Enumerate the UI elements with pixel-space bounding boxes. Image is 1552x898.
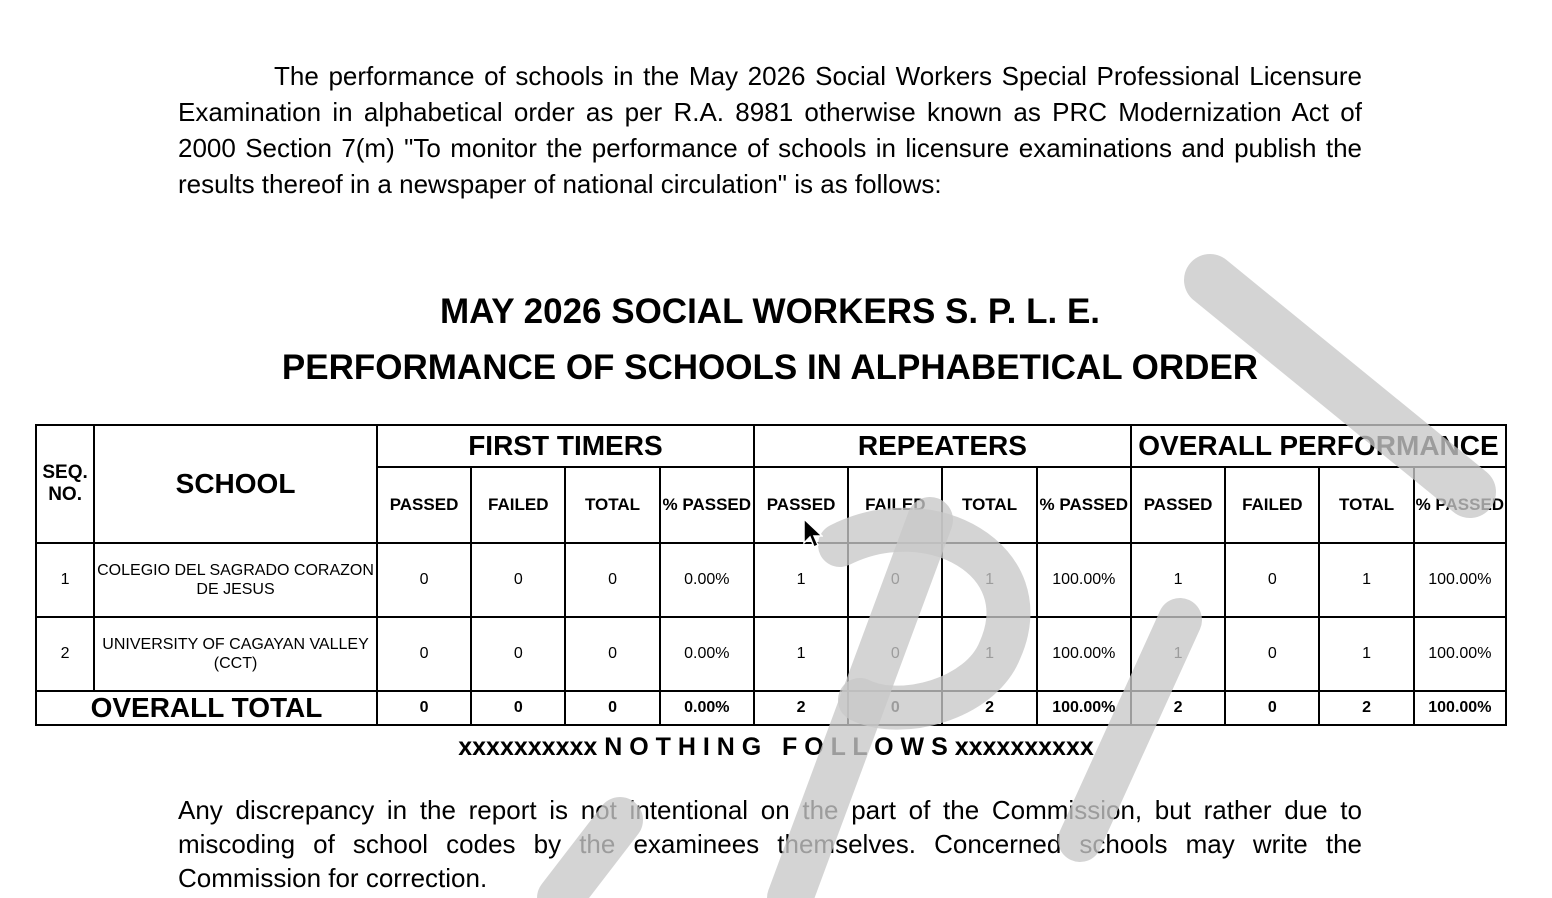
total-cell: 0.00% <box>660 691 754 725</box>
total-cell: 0 <box>848 691 942 725</box>
total-cell: 2 <box>1131 691 1225 725</box>
first-timers-passed-header: PASSED <box>377 467 471 543</box>
total-cell: 0 <box>1225 691 1319 725</box>
value-cell: 1 <box>754 617 848 691</box>
overall-failed-header: FAILED <box>1225 467 1319 543</box>
value-cell: 0 <box>471 543 565 617</box>
intro-paragraph: The performance of schools in the May 2026 Social Workers Special Professional Licensure Examination in alphabetical order as per R.A. 8981 otherwise known as PRC Modernization Act of 2000 Section 7(m) "To monitor the performance of schools in licensure examinations and publish the results thereof in a newspaper of national circulation" is as follows: <box>178 61 1362 199</box>
overall-total-row <box>36 691 1506 725</box>
value-cell: 0 <box>377 543 471 617</box>
repeaters-header: REPEATERS <box>754 425 1131 467</box>
first-timers-total-header: TOTAL <box>565 467 659 543</box>
first-timers-failed-header: FAILED <box>471 467 565 543</box>
first-timers-percent-passed-header: % PASSED <box>660 467 754 543</box>
value-cell: 0 <box>471 617 565 691</box>
disclaimer-paragraph: Any discrepancy in the report is not intentional on the part of the Commission, but rather due to miscoding of school codes by the examinees themselves. Concerned schools may write the Commission for correction. <box>178 795 1362 893</box>
value-cell: 100.00% <box>1037 543 1131 617</box>
seq-no-header: SEQ. NO. <box>36 425 94 543</box>
school-name-cell: COLEGIO DEL SAGRADO CORAZON DE JESUS <box>94 543 377 617</box>
report-title: MAY 2026 SOCIAL WORKERS S. P. L. E. <box>439 292 1101 331</box>
value-cell: 0.00% <box>660 543 754 617</box>
nothing-follows-line: xxxxxxxxxx N O T H I N G F O L L O W S xxxxxxxxxx <box>458 733 1094 761</box>
report-subtitle: PERFORMANCE OF SCHOOLS IN ALPHABETICAL ORDER <box>281 348 1259 387</box>
value-cell: 1 <box>942 543 1036 617</box>
value-cell: 1 <box>942 617 1036 691</box>
value-cell: 1 <box>1319 617 1413 691</box>
total-cell: 2 <box>942 691 1036 725</box>
first-timers-header: FIRST TIMERS <box>377 425 754 467</box>
table-row <box>36 617 1506 691</box>
value-cell: 100.00% <box>1414 543 1506 617</box>
repeaters-failed-header: FAILED <box>848 467 942 543</box>
seq-no-cell: 1 <box>36 543 94 617</box>
school-name-cell: UNIVERSITY OF CAGAYAN VALLEY (CCT) <box>94 617 377 691</box>
overall-total-header: TOTAL <box>1319 467 1413 543</box>
overall-performance-header: OVERALL PERFORMANCE <box>1131 425 1506 467</box>
total-cell: 0 <box>565 691 659 725</box>
table-row <box>36 543 1506 617</box>
total-cell: 2 <box>754 691 848 725</box>
value-cell: 0.00% <box>660 617 754 691</box>
overall-total-label: OVERALL TOTAL <box>36 691 377 725</box>
value-cell: 0 <box>848 617 942 691</box>
school-performance-table <box>35 424 1507 726</box>
overall-passed-header: PASSED <box>1131 467 1225 543</box>
total-cell: 0 <box>377 691 471 725</box>
mouse-pointer-icon <box>803 518 823 555</box>
total-cell: 0 <box>471 691 565 725</box>
overall-percent-passed-header: % PASSED <box>1414 467 1506 543</box>
value-cell: 0 <box>565 617 659 691</box>
total-cell: 2 <box>1319 691 1413 725</box>
value-cell: 1 <box>1131 543 1225 617</box>
value-cell: 1 <box>754 543 848 617</box>
repeaters-percent-passed-header: % PASSED <box>1037 467 1131 543</box>
school-header: SCHOOL <box>94 425 377 543</box>
seq-no-cell: 2 <box>36 617 94 691</box>
repeaters-total-header: TOTAL <box>942 467 1036 543</box>
value-cell: 0 <box>565 543 659 617</box>
total-cell: 100.00% <box>1037 691 1131 725</box>
value-cell: 0 <box>1225 543 1319 617</box>
value-cell: 1 <box>1319 543 1413 617</box>
value-cell: 0 <box>377 617 471 691</box>
value-cell: 0 <box>1225 617 1319 691</box>
value-cell: 1 <box>1131 617 1225 691</box>
value-cell: 100.00% <box>1037 617 1131 691</box>
total-cell: 100.00% <box>1414 691 1506 725</box>
repeaters-passed-header: PASSED <box>754 467 848 543</box>
value-cell: 0 <box>848 543 942 617</box>
value-cell: 100.00% <box>1414 617 1506 691</box>
